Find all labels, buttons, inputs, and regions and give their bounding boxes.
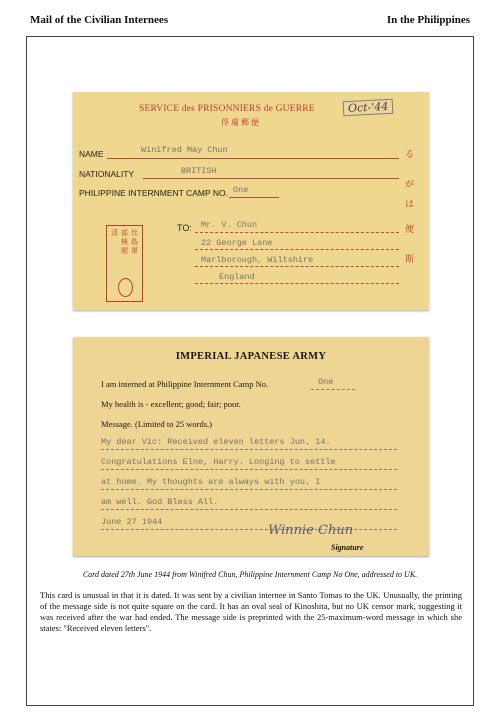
address-line-4: England	[219, 272, 255, 282]
card-army-title: IMPERIAL JAPANESE ARMY	[175, 351, 327, 362]
message-line-1: My dear Vic: Received eleven letters Jun. 14.	[101, 437, 331, 447]
postcard-address-side	[73, 92, 429, 310]
censor-stamp	[106, 225, 143, 302]
address-rule-2	[195, 249, 399, 250]
address-rule-4	[195, 283, 399, 284]
figure-caption: Card dated 27th June 1944 from Winifred Chun, Philippine Internment Camp No One, addressed to UK.	[82, 570, 418, 579]
camp-value: One	[233, 185, 249, 195]
handwritten-date-note: Oct-'44	[343, 99, 394, 117]
side-char-5: 斯	[405, 254, 415, 264]
message-line-5: June 27 1944	[101, 517, 163, 527]
address-rule-1	[195, 232, 399, 233]
nationality-label: NATIONALITY	[79, 169, 135, 179]
interned-line-label: I am interned at Philippine Internment Camp No.	[101, 379, 269, 389]
address-line-1: Mr. V. Chun	[201, 220, 258, 230]
camp-label: PHILIPPINE INTERNMENT CAMP NO.	[79, 188, 228, 198]
side-char-1: る	[405, 149, 415, 159]
card-service-title: SERVICE des PRISONNIERS de GUERRE	[139, 104, 315, 114]
signature-label: Signature	[331, 543, 364, 552]
nationality-rule	[143, 178, 399, 179]
name-label: NAME	[79, 149, 104, 159]
interned-camp-value: One	[318, 377, 334, 387]
address-rule-3	[195, 266, 399, 267]
name-value: Winifred May Chun	[141, 145, 228, 155]
stamp-text-3: 済	[111, 229, 118, 237]
card-service-title-jp: 俘虜郵便	[221, 118, 261, 127]
message-line-3: at home. My thoughts are always with you. I	[101, 477, 321, 487]
handwritten-signature: Winnie Chun	[268, 523, 354, 538]
message-rule-4	[101, 509, 397, 510]
side-char-2: が	[405, 179, 415, 189]
postcard-message-side	[73, 337, 429, 556]
nationality-value: BRITISH	[181, 166, 217, 176]
header-right-title: In the Philippines	[386, 14, 470, 26]
description-paragraph: This card is unusual in that it is dated. It was sent by a civilian internee in Santo Tomas to the UK. Unusually, the printing of the message side is not quite square on the card. It has an oval seal of Kinoshita, but no UK censor mark, suggesting it was received after the war had ended. The message side is preprinted with the 25-maximum-word message in which she states: "Received eleven letters".	[40, 590, 462, 633]
name-rule	[107, 158, 399, 159]
message-line-label: Message. (Limited to 25 words.)	[101, 419, 212, 429]
to-label: TO:	[177, 223, 192, 233]
oval-seal-icon	[118, 278, 133, 297]
stamp-text-1: 比島軍	[131, 229, 138, 255]
message-line-4: am well. God Bless All.	[101, 497, 219, 507]
stamp-text-2: 部検閲	[121, 229, 128, 255]
side-char-3: は	[405, 199, 415, 209]
message-rule-1	[101, 449, 397, 450]
health-line-label: My health is - excellent; good; fair; poor.	[101, 399, 241, 409]
message-rule-2	[101, 469, 397, 470]
header-left-title: Mail of the Civilian Internees	[30, 14, 169, 26]
address-line-2: 22 George Lane	[201, 238, 273, 248]
interned-rule	[311, 389, 355, 390]
address-line-3: Marlborough, Wiltshire	[201, 255, 314, 265]
message-rule-3	[101, 489, 397, 490]
camp-rule	[229, 197, 279, 198]
message-line-2: Congratulations Elne, Harry. Longing to settle	[101, 457, 336, 467]
side-char-4: 便	[405, 224, 415, 234]
